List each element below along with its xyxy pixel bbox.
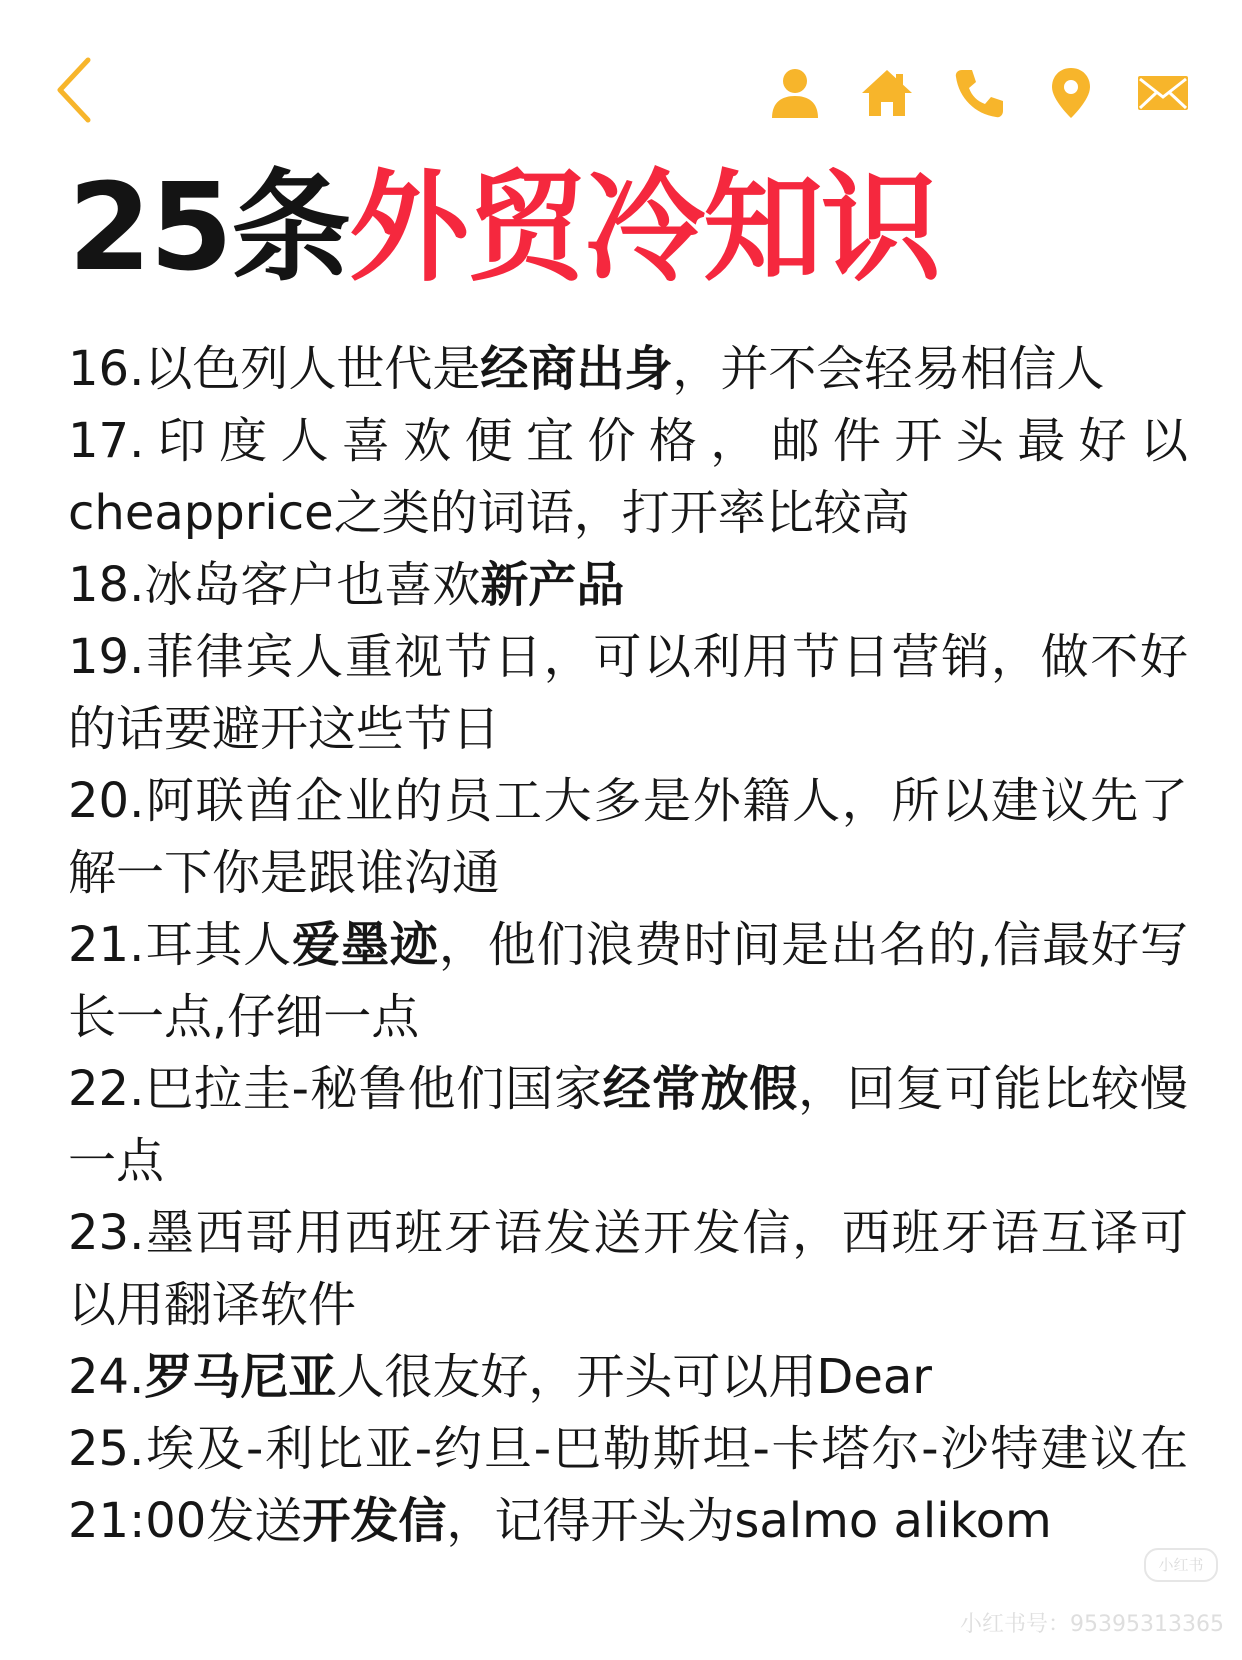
tip-17-text: 17.印度人喜欢便宜价格，邮件开头最好以cheapprice之类的词语，打开率比较高: [68, 413, 1188, 541]
chevron-left-icon[interactable]: [52, 56, 96, 124]
tip-19-text: 19.菲律宾人重视节日，可以利用节日营销，做不好的话要避开这些节日: [68, 629, 1188, 757]
tip-23: [68, 1197, 1188, 1341]
title-prefix: 25条: [68, 159, 349, 298]
top-bar: [0, 0, 1242, 180]
tip-25-rest: ，记得开头为salmo alikom: [446, 1493, 1052, 1549]
phone-icon[interactable]: [952, 66, 1006, 120]
tip-20-text: 20.阿联酋企业的员工大多是外籍人，所以建议先了解一下你是跟谁沟通: [68, 773, 1188, 901]
tip-22: [68, 1053, 1188, 1197]
tip-25: [68, 1413, 1188, 1557]
person-icon[interactable]: [768, 66, 822, 120]
contact-icons: [768, 58, 1190, 128]
tip-25-emphasis: 开发信: [302, 1493, 447, 1549]
tip-16: [68, 333, 1188, 405]
location-pin-icon[interactable]: [1044, 66, 1098, 120]
title-highlight: 外贸冷知识: [349, 159, 939, 298]
tip-16-emphasis: 经商出身: [480, 341, 673, 397]
tip-24-rest: 人很友好，开头可以用Dear: [336, 1349, 933, 1405]
tip-24-emphasis: 罗马尼亚: [144, 1349, 337, 1405]
home-icon[interactable]: [860, 66, 914, 120]
tip-21-text: 21.耳其人: [68, 917, 293, 973]
tip-16-rest: ，并不会轻易相信人: [672, 341, 1105, 397]
tip-18-emphasis: 新产品: [480, 557, 625, 613]
watermark-id: 小红书号：95395313365: [960, 1612, 1224, 1637]
tip-24: [68, 1341, 1188, 1413]
tip-21-emphasis: 爱墨迹: [292, 917, 439, 973]
tip-21: [68, 909, 1188, 1053]
page-title: [68, 159, 939, 298]
tip-18-text: 18.冰岛客户也喜欢: [68, 557, 481, 613]
mail-icon[interactable]: [1136, 66, 1190, 120]
tip-21-rest: ，他们浪费时间是出名的,信最好写长一点,仔细一点: [68, 917, 1188, 1045]
tip-22-text: 22.巴拉圭-秘鲁他们国家: [68, 1061, 603, 1117]
tips-list: [68, 333, 1188, 1557]
tip-19: [68, 621, 1188, 765]
tip-22-rest: ，回复可能比较慢一点: [68, 1061, 1188, 1189]
tip-20: [68, 765, 1188, 909]
tip-22-emphasis: 经常放假: [602, 1061, 799, 1117]
tip-24-text: 24.: [68, 1349, 145, 1405]
tip-23-text: 23.墨西哥用西班牙语发送开发信，西班牙语互译可以用翻译软件: [68, 1205, 1188, 1333]
tip-25-text: 25.埃及-利比亚-约旦-巴勒斯坦-卡塔尔-沙特建议在21:00发送: [68, 1421, 1188, 1549]
tip-16-text: 16.以色列人世代是: [68, 341, 481, 397]
tip-17: [68, 405, 1188, 549]
tip-18: [68, 549, 1188, 621]
watermark-logo: 小红书: [1144, 1548, 1218, 1582]
